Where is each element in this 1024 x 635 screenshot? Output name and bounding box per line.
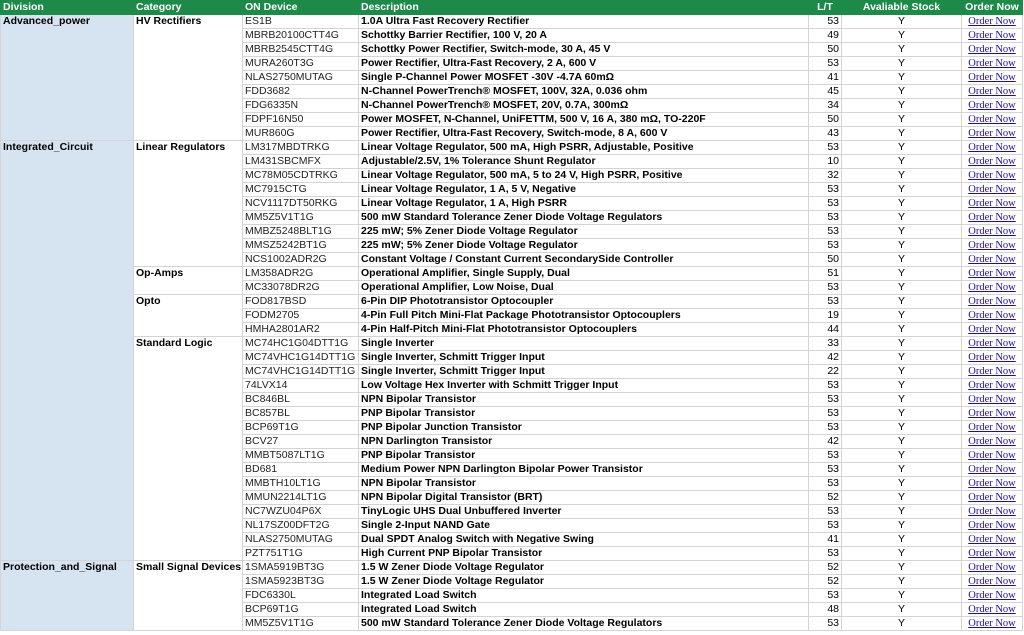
table-row (1, 15, 1023, 29)
lead-time-cell[interactable]: 53 (809, 547, 842, 561)
stock-cell[interactable]: Y (842, 57, 962, 71)
table-row (1, 141, 1023, 155)
lead-time-cell[interactable]: 53 (809, 589, 842, 603)
order-now-link[interactable]: Order Now (968, 478, 1016, 489)
lead-time-cell[interactable]: 53 (809, 449, 842, 463)
order-cell (962, 29, 1023, 43)
order-cell (962, 127, 1023, 141)
header-description[interactable]: Description (359, 1, 809, 15)
stock-cell[interactable]: Y (842, 575, 962, 589)
order-cell (962, 519, 1023, 533)
stock-cell[interactable]: Y (842, 533, 962, 547)
order-now-link[interactable]: Order Now (968, 30, 1016, 41)
stock-cell[interactable]: Y (842, 435, 962, 449)
device-cell[interactable]: MUR860G (243, 127, 359, 141)
order-cell (962, 225, 1023, 239)
order-now-link[interactable]: Order Now (968, 142, 1016, 153)
header-lt[interactable]: L/T (809, 1, 842, 15)
lead-time-cell[interactable]: 22 (809, 365, 842, 379)
lead-time-cell[interactable]: 49 (809, 29, 842, 43)
stock-cell[interactable]: Y (842, 29, 962, 43)
stock-cell[interactable]: Y (842, 309, 962, 323)
stock-cell[interactable]: Y (842, 197, 962, 211)
lead-time-cell[interactable]: 33 (809, 337, 842, 351)
order-now-link[interactable]: Order Now (968, 506, 1016, 517)
order-now-link[interactable]: Order Now (968, 338, 1016, 349)
device-cell[interactable]: MMBZ5248BLT1G (243, 225, 359, 239)
description-cell[interactable]: 4-Pin Half-Pitch Mini-Flat Phototransistor Optocouplers (359, 323, 809, 337)
description-cell[interactable]: Single P-Channel Power MOSFET -30V -4.7A 60mΩ (359, 71, 809, 85)
description-cell[interactable]: 1.5 W Zener Diode Voltage Regulator (359, 561, 809, 575)
stock-cell[interactable]: Y (842, 365, 962, 379)
order-now-link[interactable]: Order Now (968, 86, 1016, 97)
stock-cell[interactable]: Y (842, 603, 962, 617)
description-cell[interactable]: NPN Bipolar Digital Transistor (BRT) (359, 491, 809, 505)
device-cell[interactable]: MMBT5087LT1G (243, 449, 359, 463)
device-cell[interactable]: FDPF16N50 (243, 113, 359, 127)
lead-time-cell[interactable]: 53 (809, 295, 842, 309)
stock-cell[interactable]: Y (842, 421, 962, 435)
stock-cell[interactable]: Y (842, 169, 962, 183)
description-cell[interactable]: Power Rectifier, Ultra-Fast Recovery, Switch-mode, 8 A, 600 V (359, 127, 809, 141)
lead-time-cell[interactable]: 53 (809, 617, 842, 631)
order-now-link[interactable]: Order Now (968, 366, 1016, 377)
order-cell (962, 211, 1023, 225)
description-cell[interactable]: 1.0A Ultra Fast Recovery Rectifier (359, 15, 809, 29)
order-now-link[interactable]: Order Now (968, 380, 1016, 391)
order-now-link[interactable]: Order Now (968, 408, 1016, 419)
order-cell (962, 71, 1023, 85)
lead-time-cell[interactable]: 53 (809, 463, 842, 477)
device-cell[interactable]: NL17SZ00DFT2G (243, 519, 359, 533)
device-cell[interactable]: FODM2705 (243, 309, 359, 323)
device-cell[interactable]: MC74HC1G04DTT1G (243, 337, 359, 351)
order-cell (962, 15, 1023, 29)
stock-cell[interactable]: Y (842, 239, 962, 253)
description-cell[interactable]: Operational Amplifier, Single Supply, Dual (359, 267, 809, 281)
device-cell[interactable]: BD681 (243, 463, 359, 477)
order-cell (962, 99, 1023, 113)
lead-time-cell[interactable]: 52 (809, 561, 842, 575)
order-cell (962, 295, 1023, 309)
stock-cell[interactable]: Y (842, 267, 962, 281)
order-now-link[interactable]: Order Now (968, 618, 1016, 629)
order-now-link[interactable]: Order Now (968, 394, 1016, 405)
stock-cell[interactable]: Y (842, 463, 962, 477)
order-now-link[interactable]: Order Now (968, 576, 1016, 587)
order-now-link[interactable]: Order Now (968, 534, 1016, 545)
lead-time-cell[interactable]: 53 (809, 281, 842, 295)
stock-cell[interactable]: Y (842, 127, 962, 141)
description-cell[interactable]: High Current PNP Bipolar Transistor (359, 547, 809, 561)
description-cell[interactable]: N-Channel PowerTrench® MOSFET, 20V, 0.7A, 300mΩ (359, 99, 809, 113)
device-cell[interactable]: LM317MBDTRKG (243, 141, 359, 155)
order-cell (962, 491, 1023, 505)
stock-cell[interactable]: Y (842, 183, 962, 197)
order-now-link[interactable]: Order Now (968, 16, 1016, 27)
description-cell[interactable]: 500 mW Standard Tolerance Zener Diode Voltage Regulators (359, 617, 809, 631)
order-cell (962, 435, 1023, 449)
stock-cell[interactable]: Y (842, 449, 962, 463)
device-cell[interactable]: ES1B (243, 15, 359, 29)
stock-cell[interactable]: Y (842, 519, 962, 533)
order-cell (962, 57, 1023, 71)
division-cell[interactable]: Integrated_Circuit (1, 141, 134, 561)
order-now-link[interactable]: Order Now (968, 212, 1016, 223)
order-cell (962, 561, 1023, 575)
order-cell (962, 463, 1023, 477)
order-now-link[interactable]: Order Now (968, 324, 1016, 335)
device-cell[interactable]: MC33078DR2G (243, 281, 359, 295)
order-now-link[interactable]: Order Now (968, 170, 1016, 181)
category-cell[interactable]: Small Signal Devices (134, 561, 243, 631)
device-cell[interactable]: MC74VHC1G14DTT1G (243, 351, 359, 365)
order-now-link[interactable]: Order Now (968, 184, 1016, 195)
description-cell[interactable]: Dual SPDT Analog Switch with Negative Swing (359, 533, 809, 547)
stock-cell[interactable]: Y (842, 253, 962, 267)
device-cell[interactable]: FDC6330L (243, 589, 359, 603)
lead-time-cell[interactable]: 51 (809, 267, 842, 281)
header-device[interactable]: ON Device (243, 1, 359, 15)
stock-cell[interactable]: Y (842, 589, 962, 603)
order-cell (962, 281, 1023, 295)
device-cell[interactable]: 1SMA5923BT3G (243, 575, 359, 589)
device-cell[interactable]: BCP69T1G (243, 421, 359, 435)
device-cell[interactable]: MBRB20100CTT4G (243, 29, 359, 43)
lead-time-cell[interactable]: 50 (809, 43, 842, 57)
lead-time-cell[interactable]: 52 (809, 491, 842, 505)
stock-cell[interactable]: Y (842, 225, 962, 239)
description-cell[interactable]: NPN Darlington Transistor (359, 435, 809, 449)
lead-time-cell[interactable]: 45 (809, 85, 842, 99)
lead-time-cell[interactable]: 53 (809, 393, 842, 407)
order-now-link[interactable]: Order Now (968, 590, 1016, 601)
stock-cell[interactable]: Y (842, 407, 962, 421)
stock-cell[interactable]: Y (842, 211, 962, 225)
description-cell[interactable]: 4-Pin Full Pitch Mini-Flat Package Phototransistor Optocouplers (359, 309, 809, 323)
header-stock[interactable]: Avaliable Stock (842, 1, 962, 15)
stock-cell[interactable]: Y (842, 505, 962, 519)
lead-time-cell[interactable]: 53 (809, 505, 842, 519)
lead-time-cell[interactable]: 53 (809, 225, 842, 239)
device-cell[interactable]: NC7WZU04P6X (243, 505, 359, 519)
order-cell (962, 589, 1023, 603)
order-now-link[interactable]: Order Now (968, 296, 1016, 307)
order-now-link[interactable]: Order Now (968, 44, 1016, 55)
description-cell[interactable]: 500 mW Standard Tolerance Zener Diode Voltage Regulators (359, 211, 809, 225)
order-cell (962, 113, 1023, 127)
description-cell[interactable]: Power Rectifier, Ultra-Fast Recovery, 2 A, 600 V (359, 57, 809, 71)
lead-time-cell[interactable]: 41 (809, 71, 842, 85)
order-cell (962, 183, 1023, 197)
category-cell[interactable]: Standard Logic (134, 337, 243, 561)
stock-cell[interactable]: Y (842, 113, 962, 127)
description-cell[interactable]: Linear Voltage Regulator, 1 A, High PSRR (359, 197, 809, 211)
description-cell[interactable]: Single Inverter, Schmitt Trigger Input (359, 351, 809, 365)
device-cell[interactable]: MMUN2214LT1G (243, 491, 359, 505)
category-cell[interactable]: Linear Regulators (134, 141, 243, 267)
lead-time-cell[interactable]: 53 (809, 211, 842, 225)
device-cell[interactable]: NLAS2750MUTAG (243, 533, 359, 547)
order-cell (962, 505, 1023, 519)
device-cell[interactable]: LM431SBCMFX (243, 155, 359, 169)
header-row (1, 1, 1023, 15)
stock-cell[interactable]: Y (842, 561, 962, 575)
order-cell (962, 141, 1023, 155)
order-cell (962, 197, 1023, 211)
lead-time-cell[interactable]: 53 (809, 141, 842, 155)
order-cell (962, 393, 1023, 407)
stock-cell[interactable]: Y (842, 379, 962, 393)
order-cell (962, 43, 1023, 57)
stock-cell[interactable]: Y (842, 491, 962, 505)
device-cell[interactable]: NCS1002ADR2G (243, 253, 359, 267)
lead-time-cell[interactable]: 42 (809, 435, 842, 449)
category-cell[interactable]: Opto (134, 295, 243, 337)
category-cell[interactable]: Op-Amps (134, 267, 243, 295)
order-cell (962, 85, 1023, 99)
order-now-link[interactable]: Order Now (968, 226, 1016, 237)
order-now-link[interactable]: Order Now (968, 464, 1016, 475)
device-cell[interactable]: MM5Z5V1T1G (243, 617, 359, 631)
device-cell[interactable]: MM5Z5V1T1G (243, 211, 359, 225)
lead-time-cell[interactable]: 53 (809, 379, 842, 393)
order-cell (962, 603, 1023, 617)
order-cell (962, 421, 1023, 435)
description-cell[interactable]: N-Channel PowerTrench® MOSFET, 100V, 32A, 0.036 ohm (359, 85, 809, 99)
order-now-link[interactable]: Order Now (968, 352, 1016, 363)
order-now-link[interactable]: Order Now (968, 436, 1016, 447)
device-cell[interactable]: 74LVX14 (243, 379, 359, 393)
device-cell[interactable]: MURA260T3G (243, 57, 359, 71)
header-category[interactable]: Category (134, 1, 243, 15)
stock-cell[interactable]: Y (842, 85, 962, 99)
device-cell[interactable]: LM358ADR2G (243, 267, 359, 281)
order-now-link[interactable]: Order Now (968, 268, 1016, 279)
description-cell[interactable]: PNP Bipolar Junction Transistor (359, 421, 809, 435)
lead-time-cell[interactable]: 53 (809, 57, 842, 71)
description-cell[interactable]: Power MOSFET, N-Channel, UniFETTM, 500 V, 16 A, 380 mΩ, TO-220F (359, 113, 809, 127)
division-cell[interactable]: Protection_and_Signal (1, 561, 134, 631)
device-cell[interactable]: MMSZ5242BT1G (243, 239, 359, 253)
description-cell[interactable]: Schottky Power Rectifier, Switch-mode, 30 A, 45 V (359, 43, 809, 57)
stock-cell[interactable]: Y (842, 281, 962, 295)
lead-time-cell[interactable]: 53 (809, 239, 842, 253)
order-cell (962, 617, 1023, 631)
stock-cell[interactable]: Y (842, 323, 962, 337)
lead-time-cell[interactable]: 52 (809, 575, 842, 589)
stock-cell[interactable]: Y (842, 71, 962, 85)
stock-cell[interactable]: Y (842, 393, 962, 407)
order-cell (962, 533, 1023, 547)
table-row (1, 561, 1023, 575)
device-cell[interactable]: NLAS2750MUTAG (243, 71, 359, 85)
description-cell[interactable]: 225 mW; 5% Zener Diode Voltage Regulator (359, 239, 809, 253)
lead-time-cell[interactable]: 42 (809, 351, 842, 365)
order-cell (962, 169, 1023, 183)
order-cell (962, 239, 1023, 253)
description-cell[interactable]: Linear Voltage Regulator, 500 mA, 5 to 24 V, High PSRR, Positive (359, 169, 809, 183)
table-row (1, 267, 1023, 281)
order-cell (962, 351, 1023, 365)
device-cell[interactable]: BCP69T1G (243, 603, 359, 617)
order-now-link[interactable]: Order Now (968, 100, 1016, 111)
lead-time-cell[interactable]: 10 (809, 155, 842, 169)
device-cell[interactable]: NCV1117DT50RKG (243, 197, 359, 211)
order-now-link[interactable]: Order Now (968, 58, 1016, 69)
order-cell (962, 267, 1023, 281)
order-now-link[interactable]: Order Now (968, 562, 1016, 573)
order-cell (962, 323, 1023, 337)
order-cell (962, 155, 1023, 169)
lead-time-cell[interactable]: 50 (809, 253, 842, 267)
order-now-link[interactable]: Order Now (968, 548, 1016, 559)
description-cell[interactable]: Linear Voltage Regulator, 1 A, 5 V, Negative (359, 183, 809, 197)
order-now-link[interactable]: Order Now (968, 310, 1016, 321)
lead-time-cell[interactable]: 53 (809, 421, 842, 435)
description-cell[interactable]: Adjustable/2.5V, 1% Tolerance Shunt Regulator (359, 155, 809, 169)
device-cell[interactable]: 1SMA5919BT3G (243, 561, 359, 575)
category-cell[interactable]: HV Rectifiers (134, 15, 243, 141)
order-now-link[interactable]: Order Now (968, 254, 1016, 265)
order-cell (962, 309, 1023, 323)
device-cell[interactable]: MC7915CTG (243, 183, 359, 197)
stock-cell[interactable]: Y (842, 15, 962, 29)
table-row (1, 337, 1023, 351)
description-cell[interactable]: Linear Voltage Regulator, 500 mA, High PSRR, Adjustable, Positive (359, 141, 809, 155)
device-cell[interactable]: MC78M05CDTRKG (243, 169, 359, 183)
order-cell (962, 337, 1023, 351)
device-cell[interactable]: MMBTH10LT1G (243, 477, 359, 491)
device-cell[interactable]: HMHA2801AR2 (243, 323, 359, 337)
lead-time-cell[interactable]: 53 (809, 183, 842, 197)
stock-cell[interactable]: Y (842, 141, 962, 155)
order-now-link[interactable]: Order Now (968, 128, 1016, 139)
stock-cell[interactable]: Y (842, 547, 962, 561)
device-cell[interactable]: BC846BL (243, 393, 359, 407)
lead-time-cell[interactable]: 53 (809, 15, 842, 29)
order-now-link[interactable]: Order Now (968, 72, 1016, 83)
description-cell[interactable]: NPN Bipolar Transistor (359, 393, 809, 407)
description-cell[interactable]: Single 2-Input NAND Gate (359, 519, 809, 533)
stock-cell[interactable]: Y (842, 43, 962, 57)
description-cell[interactable]: PNP Bipolar Transistor (359, 449, 809, 463)
table-row (1, 295, 1023, 309)
description-cell[interactable]: TinyLogic UHS Dual Unbuffered Inverter (359, 505, 809, 519)
order-now-link[interactable]: Order Now (968, 450, 1016, 461)
stock-cell[interactable]: Y (842, 337, 962, 351)
order-cell (962, 547, 1023, 561)
device-cell[interactable]: FDD3682 (243, 85, 359, 99)
lead-time-cell[interactable]: 53 (809, 407, 842, 421)
description-cell[interactable]: Single Inverter (359, 337, 809, 351)
order-now-link[interactable]: Order Now (968, 282, 1016, 293)
order-cell (962, 379, 1023, 393)
description-cell[interactable]: Integrated Load Switch (359, 589, 809, 603)
description-cell[interactable]: PNP Bipolar Transistor (359, 407, 809, 421)
description-cell[interactable]: Schottky Barrier Rectifier, 100 V, 20 A (359, 29, 809, 43)
order-now-link[interactable]: Order Now (968, 604, 1016, 615)
order-now-link[interactable]: Order Now (968, 156, 1016, 167)
order-cell (962, 477, 1023, 491)
stock-cell[interactable]: Y (842, 477, 962, 491)
description-cell[interactable]: 1.5 W Zener Diode Voltage Regulator (359, 575, 809, 589)
order-cell (962, 575, 1023, 589)
lead-time-cell[interactable]: 32 (809, 169, 842, 183)
order-cell (962, 449, 1023, 463)
device-cell[interactable]: MC74VHC1G14DTT1G (243, 365, 359, 379)
description-cell[interactable]: Medium Power NPN Darlington Bipolar Power Transistor (359, 463, 809, 477)
device-cell[interactable]: BC857BL (243, 407, 359, 421)
lead-time-cell[interactable]: 41 (809, 533, 842, 547)
order-cell (962, 365, 1023, 379)
header-division[interactable]: Division (1, 1, 134, 15)
description-cell[interactable]: Operational Amplifier, Low Noise, Dual (359, 281, 809, 295)
lead-time-cell[interactable]: 43 (809, 127, 842, 141)
lead-time-cell[interactable]: 53 (809, 519, 842, 533)
description-cell[interactable]: 6-Pin DIP Phototransistor Optocoupler (359, 295, 809, 309)
division-cell[interactable]: Advanced_power (1, 15, 134, 141)
device-cell[interactable]: BCV27 (243, 435, 359, 449)
order-now-link[interactable]: Order Now (968, 520, 1016, 531)
lead-time-cell[interactable]: 48 (809, 603, 842, 617)
description-cell[interactable]: Low Voltage Hex Inverter with Schmitt Trigger Input (359, 379, 809, 393)
device-cell[interactable]: FOD817BSD (243, 295, 359, 309)
description-cell[interactable]: Constant Voltage / Constant Current SecondarySide Controller (359, 253, 809, 267)
device-cell[interactable]: FDG6335N (243, 99, 359, 113)
stock-cell[interactable]: Y (842, 351, 962, 365)
order-now-link[interactable]: Order Now (968, 198, 1016, 209)
order-now-link[interactable]: Order Now (968, 114, 1016, 125)
stock-cell[interactable]: Y (842, 617, 962, 631)
description-cell[interactable]: NPN Bipolar Transistor (359, 477, 809, 491)
header-order[interactable]: Order Now (962, 1, 1023, 15)
device-cell[interactable]: MBRB2545CTT4G (243, 43, 359, 57)
lead-time-cell[interactable]: 50 (809, 113, 842, 127)
order-now-link[interactable]: Order Now (968, 422, 1016, 433)
device-cell[interactable]: PZT751T1G (243, 547, 359, 561)
description-cell[interactable]: 225 mW; 5% Zener Diode Voltage Regulator (359, 225, 809, 239)
lead-time-cell[interactable]: 34 (809, 99, 842, 113)
order-now-link[interactable]: Order Now (968, 492, 1016, 503)
stock-cell[interactable]: Y (842, 99, 962, 113)
description-cell[interactable]: Single Inverter, Schmitt Trigger Input (359, 365, 809, 379)
order-now-link[interactable]: Order Now (968, 240, 1016, 251)
stock-cell[interactable]: Y (842, 295, 962, 309)
order-cell (962, 253, 1023, 267)
order-cell (962, 407, 1023, 421)
lead-time-cell[interactable]: 19 (809, 309, 842, 323)
stock-cell[interactable]: Y (842, 155, 962, 169)
lead-time-cell[interactable]: 44 (809, 323, 842, 337)
lead-time-cell[interactable]: 53 (809, 477, 842, 491)
description-cell[interactable]: Integrated Load Switch (359, 603, 809, 617)
lead-time-cell[interactable]: 53 (809, 197, 842, 211)
